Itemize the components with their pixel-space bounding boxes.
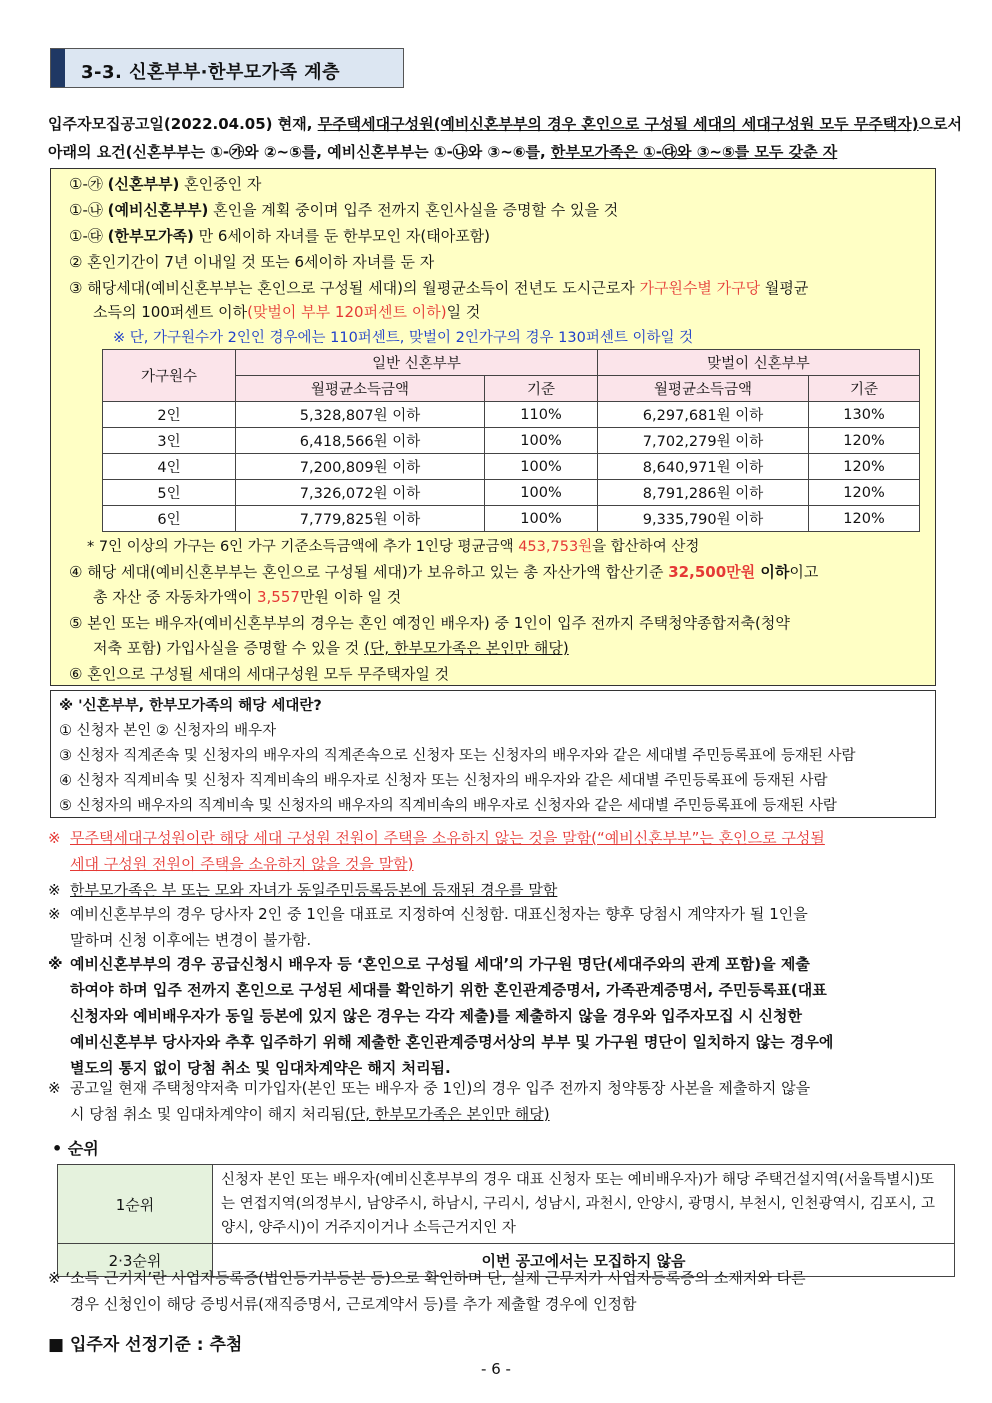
req-6: ⑥ 혼인으로 구성될 세대의 세대구성원 모두 무주택자일 것 [69, 665, 450, 683]
title-accent-bar [51, 49, 65, 87]
table-row: 3인 6,418,566원 이하 100% 7,702,279원 이하 120% [103, 428, 920, 454]
table-row: 2인 5,328,807원 이하 110% 6,297,681원 이하 130% [103, 402, 920, 428]
note-no-house: ※ 무주택세대구성원이란 해당 세대 구성원 전원이 주택을 소유하지 않는 것을 말함(“예비신혼부부”는 혼인으로 구성될 세대 구성원 전원이 주택을 소유하지 않을 것을 말함) [48, 829, 825, 873]
req-5-cont: 저축 포함) 가입사실을 증명할 수 있을 것 (단, 한부모가족은 본인만 해당) [93, 639, 569, 657]
note-savings: ※ 공고일 현재 주택청약저축 미가입자(본인 또는 배우자 중 1인)의 경우 입주 전까지 청약통장 사본을 제출하지 않을 시 당첨 취소 및 임대차계약이 해지 처리됨(단, 한부모가족은 본인만 해당) [48, 1079, 811, 1123]
household-box [50, 690, 936, 818]
req-4-cont: 총 자산 중 자동차가액이 3,557만원 이하 일 것 [93, 588, 402, 606]
intro-underlined: 한부모가족은 ①-㉰와 ③~⑤를 모두 갖춘 자 [550, 143, 838, 161]
req-1a: ①-㉮ (신혼부부) 혼인중인 자 [69, 175, 262, 193]
extra-household-note: * 7인 이상의 가구는 6인 가구 기준소득금액에 추가 1인당 평균금액 453,753원을 합산하여 산정 [87, 539, 700, 555]
page-number: - 6 - [481, 1360, 511, 1378]
income-base-note: ※ ‘소득 근거지’란 사업자등록증(법인등기부등본 등)으로 확인하며 단, 실제 근무지가 사업자등록증의 소재지와 다른 경우 신청인이 해당 증빙서류(재직증명서, 근로계약서 등)를 추가 제출할 경우에 인정함 [48, 1269, 806, 1313]
rank-23-text: 이번 공고에서는 모집하지 않음 [213, 1244, 955, 1277]
note-single-parent: ※ 한부모가족은 부 또는 모와 자녀가 동일주민등록등본에 등재된 경우를 말함 [48, 881, 558, 899]
rank-23-label: 2·3순위 [58, 1244, 213, 1277]
intro-text: 아래의 요건(신혼부부는 ①-㉮와 ②~⑤를, 예비신혼부부는 ①-㉯와 ③~⑥를, [48, 143, 551, 161]
note-representative: ※ 예비신혼부부의 경우 당사자 2인 중 1인을 대표로 지정하여 신청함. 대표신청자는 향후 당첨시 계약자가 될 1인을 말하며 신청 이후에는 변경이 불가함. [48, 905, 808, 949]
household-line: ⑤ 신청자의 배우자의 직계비속 및 신청자의 배우자의 직계비속의 배우자로 신청자와 같은 세대별 주민등록표에 등재된 사람 [59, 798, 837, 814]
req-1b: ①-㉯ (예비신혼부부) 혼인을 계획 중이며 입주 전까지 혼인사실을 증명할 수 있을 것 [69, 201, 619, 219]
rank-table [57, 1164, 955, 1277]
req-1c: ①-㉰ (한부모가족) 만 6세이하 자녀를 둔 한부모인 자(태아포함) [69, 227, 491, 245]
household-line: ③ 신청자 직계존속 및 신청자의 배우자의 직계존속으로 신청자 또는 신청자의 배우자와 같은 세대별 주민등록표에 등재된 사람 [59, 748, 856, 764]
req-3-cont: 소득의 100퍼센트 이하(맞벌이 부부 120퍼센트 이하)일 것 [93, 303, 481, 321]
th-general: 일반 신혼부부 [236, 350, 598, 376]
intro-text: 으로서 [918, 115, 963, 133]
selection-criteria: ■ 입주자 선정기준 : 추첨 [48, 1335, 243, 1355]
intro-paragraph [48, 110, 963, 166]
table-row: 4인 7,200,809원 이하 100% 8,640,971원 이하 120% [103, 454, 920, 480]
note-prospective-couple: ※ 예비신혼부부의 경우 공급신청시 배우자 등 ‘혼인으로 구성될 세대’의 가구원 명단(세대주와의 관계 포함)을 제출 하여야 하며 입주 전까지 혼인으로 구성된 세대를 확인하기 위한 혼인관계증명서, 가족관계증명서, 주민등록표(대표 신청자와 예비배우자가 동일 등본에 있지 않은 경우는 각각 제출)를 제출하지 않을 경우와 입주자모집 시 신청한 예비신혼부부 당사자와 추후 입주하기 위해 제출한 혼인관계증명서상의 부부 및 가구원 명단이 일치하지 않는 경우에 별도의 통지 없이 당첨 취소 및 임대차계약은 해지 처리됨. [48, 955, 834, 1077]
income-table [102, 349, 920, 532]
household-line: ① 신청자 본인 ② 신청자의 배우자 [59, 723, 277, 739]
section-title [50, 48, 404, 88]
section-title-text: 3-3. 신혼부부·한부모가족 계층 [81, 62, 340, 83]
table-row [58, 1165, 955, 1244]
th-dual: 맞벌이 신혼부부 [598, 350, 920, 376]
household-title: ※ '신혼부부, 한부모가족의 해당 세대란? [59, 698, 322, 714]
intro-underlined: 무주택세대구성원(예비신혼부부의 경우 혼인으로 구성될 세대의 세대구성원 모두 무주택자) [317, 115, 919, 133]
req-2: ② 혼인기간이 7년 이내일 것 또는 6세이하 자녀를 둔 자 [69, 253, 435, 271]
rank-1-text: 신청자 본인 또는 배우자(예비신혼부부의 경우 대표 신청자 또는 예비배우자)가 해당 주택건설지역(서울특별시)또는 연접지역(의정부시, 남양주시, 하남시, 구리시, 성남시, 과천시, 안양시, 광명시, 부천시, 인천광역시, 김포시, 고양시, 양주시)이 거주지이거나 소득근거지인 자 [213, 1165, 955, 1244]
th-amount: 월평균소득금액 [598, 376, 809, 402]
th-amount: 월평균소득금액 [236, 376, 485, 402]
rank-title: • 순위 [52, 1139, 99, 1158]
rank-1-label: 1순위 [58, 1165, 213, 1244]
table-row: 6인 7,779,825원 이하 100% 9,335,790원 이하 120% [103, 506, 920, 532]
req-3: ③ 해당세대(예비신혼부부는 혼인으로 구성될 세대)의 월평균소득이 전년도 도시근로자 가구원수별 가구당 월평균 [69, 279, 809, 297]
intro-text: 입주자모집공고일(2022.04.05) 현재, [48, 115, 318, 133]
household-line: ④ 신청자 직계비속 및 신청자 직계비속의 배우자로 신청자 또는 신청자의 배우자와 같은 세대별 주민등록표에 등재된 사람 [59, 773, 828, 789]
th-std: 기준 [485, 376, 598, 402]
th-std: 기준 [809, 376, 920, 402]
req-4: ④ 해당 세대(예비신혼부부는 혼인으로 구성될 세대)가 보유하고 있는 총 자산가액 합산기준 32,500만원 이하이고 [69, 563, 819, 581]
req-3-note: ※ 단, 가구원수가 2인인 경우에는 110퍼센트, 맞벌이 2인가구의 경우 130퍼센트 이하일 것 [113, 330, 694, 346]
table-row: 5인 7,326,072원 이하 100% 8,791,286원 이하 120% [103, 480, 920, 506]
requirements-box [50, 168, 936, 686]
th-members: 가구원수 [103, 350, 236, 402]
req-5: ⑤ 본인 또는 배우자(예비신혼부부의 경우는 혼인 예정인 배우자) 중 1인이 입주 전까지 주택청약종합저축(청약 [69, 614, 790, 632]
